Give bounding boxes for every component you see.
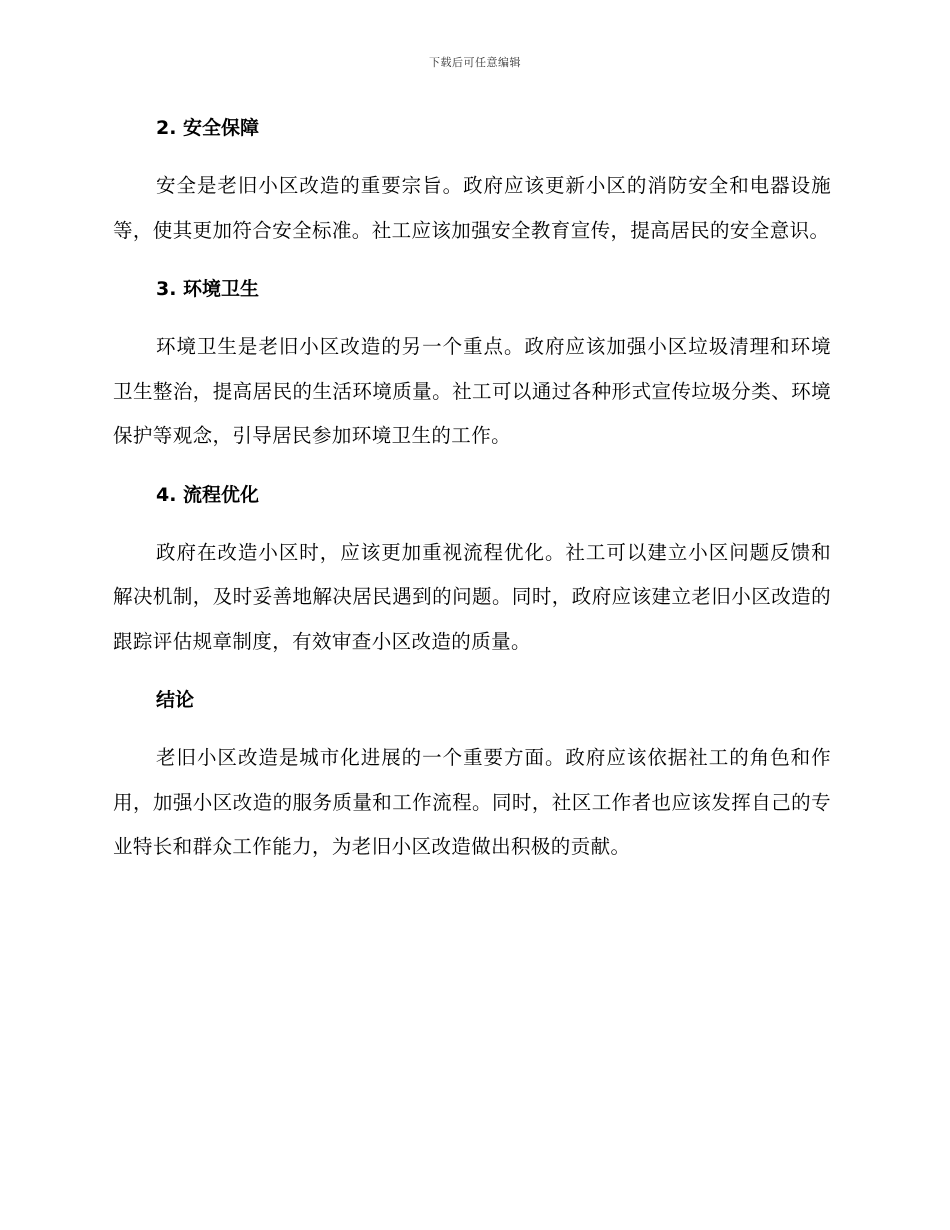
section-paragraph: 安全是老旧小区改造的重要宗旨。政府应该更新小区的消防安全和电器设施等，使其更加符合安全标准。社工应该加强安全教育宣传，提高居民的安全意识。 (113, 174, 831, 242)
document-body (113, 110, 831, 888)
page-header: 下载后可任意编辑 (429, 56, 521, 69)
section-process (113, 477, 831, 665)
section-paragraph: 老旧小区改造是城市化进展的一个重要方面。政府应该依据社工的角色和作用，加强小区改造的服务质量和工作流程。同时，社区工作者也应该发挥自己的专业特长和群众工作能力，为老旧小区改造做出积极的贡献。 (113, 746, 831, 858)
section-heading: 2. 安全保障 (156, 117, 260, 139)
section-paragraph: 政府在改造小区时，应该更加重视流程优化。社工可以建立小区问题反馈和解决机制，及时妥善地解决居民遇到的问题。同时，政府应该建立老旧小区改造的跟踪评估规章制度，有效审查小区改造的质量。 (113, 540, 831, 653)
section-heading: 3. 环境卫生 (156, 278, 260, 300)
section-safety (113, 110, 831, 253)
section-heading: 结论 (156, 689, 195, 711)
section-paragraph: 环境卫生是老旧小区改造的另一个重点。政府应该加强小区垃圾清理和环境卫生整治，提高居民的生活环境质量。社工可以通过各种形式宣传垃圾分类、环境保护等观念，引导居民参加环境卫生的工作。 (113, 335, 831, 447)
section-environment (113, 271, 831, 459)
section-heading: 4. 流程优化 (156, 483, 260, 506)
section-conclusion (113, 682, 831, 870)
